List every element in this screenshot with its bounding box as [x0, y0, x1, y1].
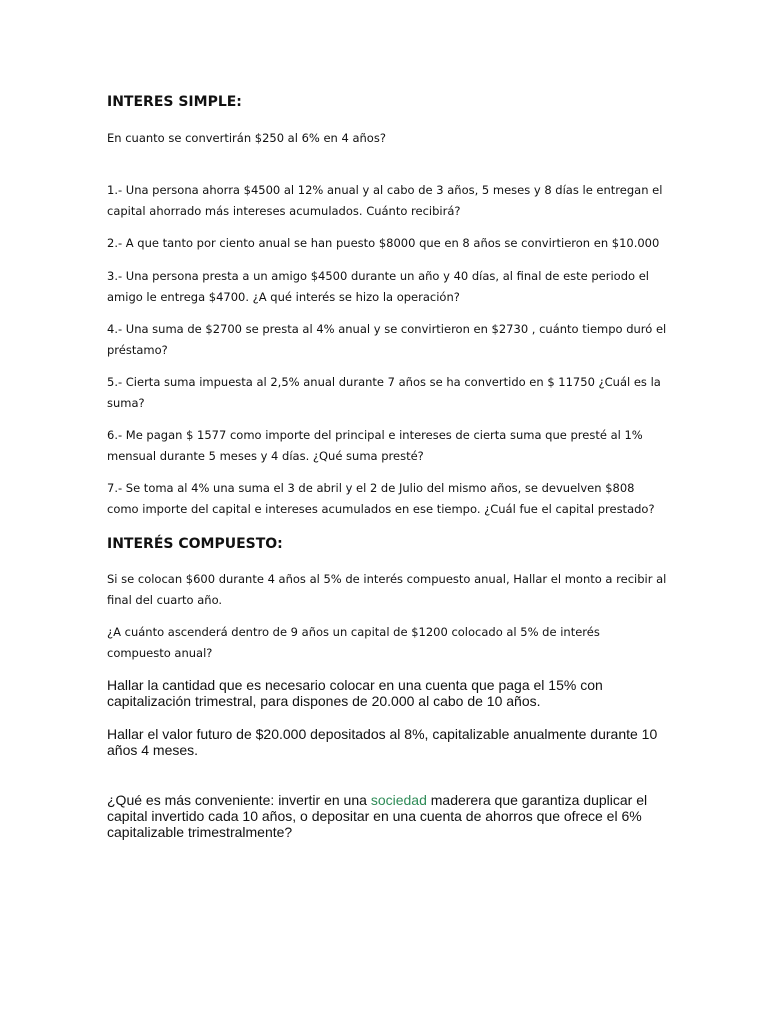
problem-1: 1.- Una persona ahorra $4500 al 12% anual y al cabo de 3 años, 5 meses y 8 días le entregan el capital ahorrado más intereses acumulados. Cuánto recibirá? [107, 183, 663, 218]
intro-problem: En cuanto se convertirán $250 al 6% en 4 años? [107, 131, 386, 145]
problem-3: 3.- Una persona presta a un amigo $4500 durante un año y 40 días, al final de este periodo el amigo le entrega $4700. ¿A qué interés se hizo la operación? [107, 269, 649, 304]
compound-problem-3: Hallar la cantidad que es necesario colocar en una cuenta que paga el 15% con capitalización trimestral, para dispones de 20.000 al cabo de 10 años. [107, 677, 603, 709]
section-heading-simple: INTERES SIMPLE: [107, 94, 242, 110]
sociedad-link[interactable]: sociedad [370, 792, 427, 808]
compound-problem-4: Hallar el valor futuro de $20.000 depositados al 8%, capitalizable anualmente durante 10 años 4 meses. [107, 726, 658, 758]
problem-6: 6.- Me pagan $ 1577 como importe del principal e intereses de cierta suma que presté al 1% mensual durante 5 meses y 4 días. ¿Qué suma presté? [107, 428, 643, 463]
problem-5: 5.- Cierta suma impuesta al 2,5% anual durante 7 años se ha convertido en $ 11750 ¿Cuál es la suma? [107, 375, 661, 410]
problem-2: 2.- A que tanto por ciento anual se han puesto $8000 que en 8 años se convirtieron en $10.000 [107, 236, 660, 250]
problem-5-text-after: maderera que garantiza duplicar el capital invertido cada 10 años, o depositar en una cuenta de ahorros que ofrece el 6% capitalizable trimestralmente? [107, 792, 648, 840]
compound-problem-5 [107, 792, 667, 840]
problem-5-text-before: ¿Qué es más conveniente: invertir en una [107, 792, 371, 808]
problem-4: 4.- Una suma de $2700 se presta al 4% anual y se convirtieron en $2730 , cuánto tiempo duró el préstamo? [107, 322, 667, 357]
compound-problem-2: ¿A cuánto ascenderá dentro de 9 años un capital de $1200 colocado al 5% de interés compuesto anual? [107, 625, 600, 660]
compound-problem-1: Si se colocan $600 durante 4 años al 5% de interés compuesto anual, Hallar el monto a recibir al final del cuarto año. [107, 572, 667, 607]
section-heading-compound: INTERÉS COMPUESTO: [107, 536, 283, 552]
problem-7: 7.- Se toma al 4% una suma el 3 de abril y el 2 de Julio del mismo años, se devuelven $808 como importe del capital e intereses acumulados en ese tiempo. ¿Cuál fue el capital prestado? [107, 481, 655, 516]
